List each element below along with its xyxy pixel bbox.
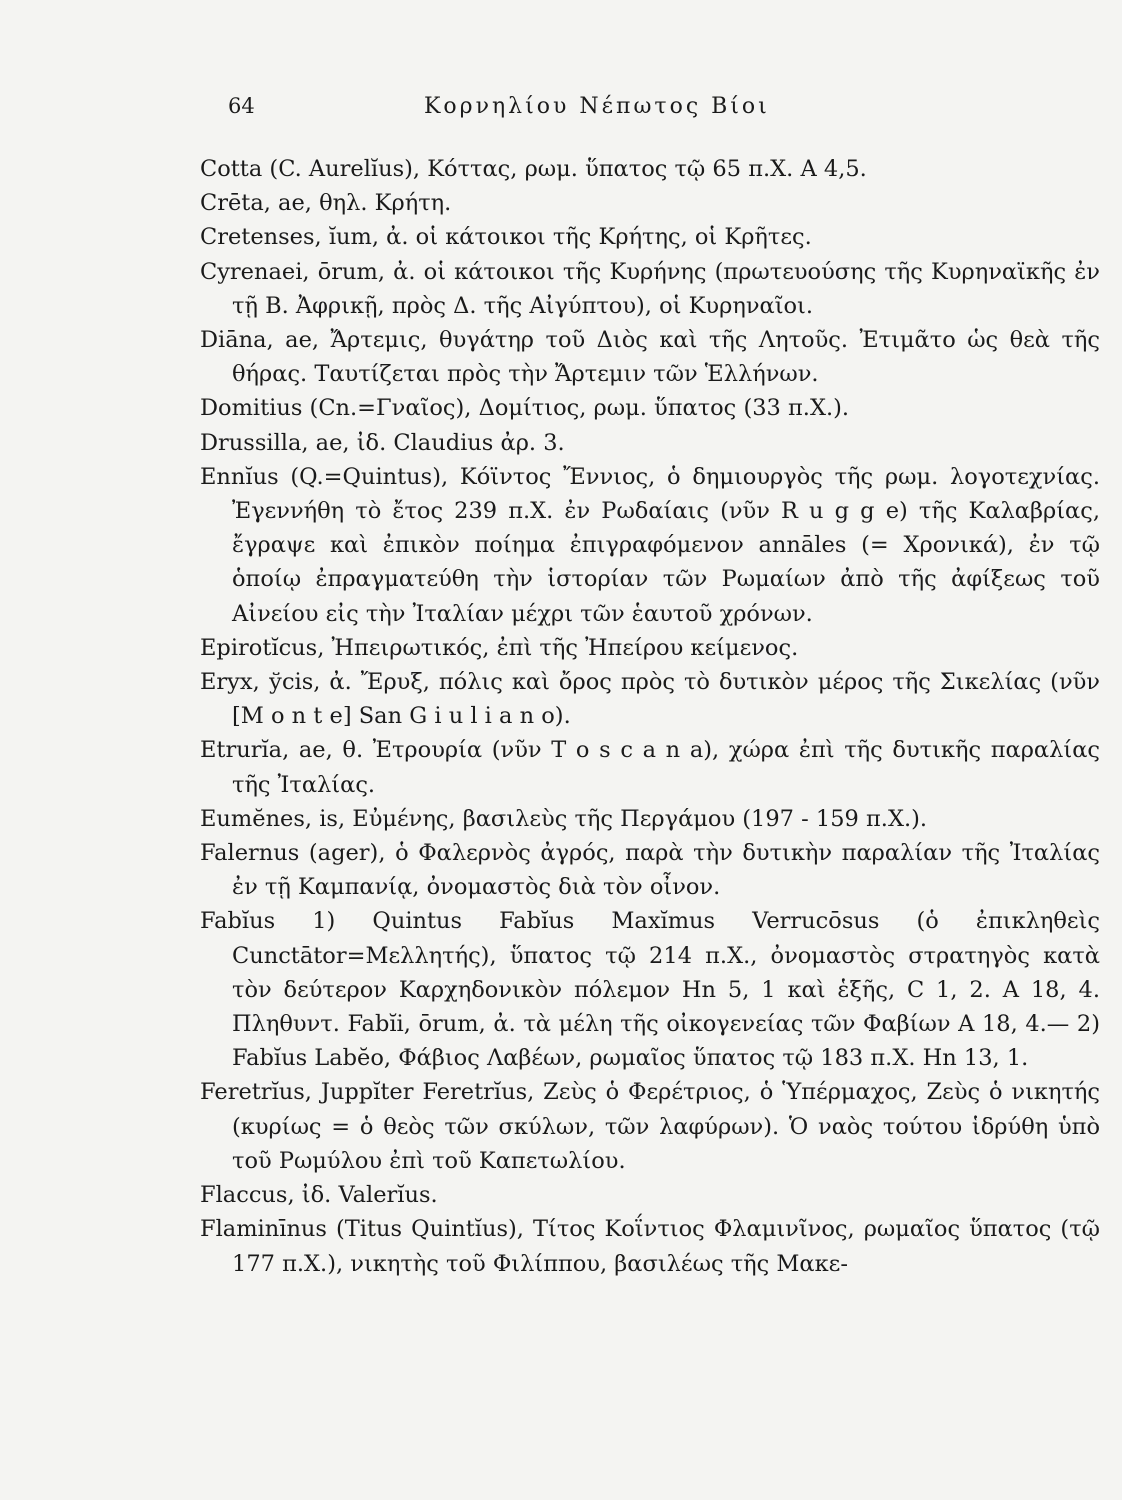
- entry-drussilla: Drussilla, ae, ἰδ. Claudius ἀρ. 3.: [200, 429, 565, 456]
- entry-eryx: Eryx, ўcis, ἀ. Ἔρυξ, πόλις καὶ ὄρος πρὸς τὸ δυτικὸν μέρος τῆς Σικελίας (νῦν [M o n t e] San G i u l i a n o).: [200, 669, 1100, 730]
- glossary-entries: [200, 152, 1100, 1281]
- entry-feretrius: Feretrĭus, Juppĭter Feretrĭus, Ζεὺς ὁ Φερέτριος, ὁ Ὑπέρμαχος, Ζεὺς ὁ νικητής (κυρίως = ὁ θεὸς τῶν σκύλων, τῶν λαφύρων). Ὁ ναὸς τούτου ἱδρύθη ὑπὸ τοῦ Ρωμύλου ἐπὶ τοῦ Καπετωλίου.: [200, 1079, 1100, 1174]
- entry-creta: Crēta, ae, θηλ. Κρήτη.: [200, 190, 452, 217]
- entry-cotta: Cotta (C. Aurelĭus), Κόττας, ρωμ. ὕπατος τῷ 65 π.Χ. A 4,5.: [200, 156, 867, 182]
- entry-cyrenaei: Cyrenaei, ōrum, ἀ. οἱ κάτοικοι τῆς Κυρήνης (πρωτευούσης τῆς Κυρηναϊκῆς ἐν τῇ Β. Ἀφρικῇ, πρὸς Δ. τῆς Αἰγύπτου), οἱ Κυρηναῖοι.: [200, 258, 1100, 319]
- entry-diana: Diāna, ae, Ἄρτεμις, θυγάτηρ τοῦ Διὸς καὶ τῆς Λητοῦς. Ἐτιμᾶτο ὡς θεὰ τῆς θήρας. Ταυτίζεται πρὸς τὴν Ἄρτεμιν τῶν Ἑλλήνων.: [200, 327, 1100, 388]
- page-header: [228, 94, 1028, 130]
- entry-epiroticus: Epirotĭcus, Ἠπειρωτικός, ἐπὶ τῆς Ἠπείρου κείμενος.: [200, 634, 799, 661]
- entry-etruria: Etrurĭa, ae, θ. Ἐτρουρία (νῦν T o s c a n a), χώρα ἐπὶ τῆς δυτικῆς παραλίας τῆς Ἰταλίας.: [200, 737, 1100, 798]
- entry-cretenses: Cretenses, ĭum, ἀ. οἱ κάτοικοι τῆς Κρήτης, οἱ Κρῆτες.: [200, 224, 812, 251]
- entry-flaccus: Flaccus, ἰδ. Valerĭus.: [200, 1182, 438, 1209]
- entry-fabius: Fabĭus 1) Quintus Fabĭus Maxĭmus Verrucōsus (ὁ ἐπικληθεὶς Cunctātor=Μελλητής), ὕπατος τῷ 214 π.Χ., ὀνομαστὸς στρατηγὸς κατὰ τὸν δεύτερον Καρχηδονικὸν πόλεμον Hn 5, 1 καὶ ἑξῆς, C 1, 2. A 18, 4. Πληθυντ. Fabĭi, ōrum, ἀ. τὰ μέλη τῆς οἰκογενείας τῶν Φαβίων A 18, 4.— 2) Fabĭus Labĕo, Φάβιος Λαβέων, ρωμαῖος ὕπατος τῷ 183 π.Χ. Hn 13, 1.: [200, 908, 1100, 1072]
- running-head: Κορνηλίου Νέπωτος Βίοι: [424, 94, 770, 119]
- entry-eumenes: Eumĕnes, is, Εὐμένης, βασιλεὺς τῆς Περγάμου (197 - 159 π.Χ.).: [200, 805, 928, 832]
- entry-ennius: Ennĭus (Q.=Quintus), Κόϊντος Ἔννιος, ὁ δημιουργὸς τῆς ρωμ. λογοτεχνίας. Ἐγεννήθη τὸ ἔτος 239 π.Χ. ἐν Ρωδαίαις (νῦν R u g g e) τῆς Καλαβρίας, ἔγραψε καὶ ἐπικὸν ποίημα ἐπιγραφόμενον annāles (= Χρονικά), ἐν τῷ ὁποίῳ ἐπραγματεύθη τὴν ἱστορίαν τῶν Ρωμαίων ἀπὸ τῆς ἀφίξεως τοῦ Αἰνείου εἰς τὴν Ἰταλίαν μέχρι τῶν ἑαυτοῦ χρόνων.: [200, 463, 1100, 627]
- entry-falernus: Falernus (ager), ὁ Φαλερνὸς ἀγρός, παρὰ τὴν δυτικὴν παραλίαν τῆς Ἰταλίας ἐν τῇ Καμπανίᾳ, ὀνομαστὸς διὰ τὸν οἶνον.: [200, 840, 1100, 901]
- entry-flamininus: Flaminīnus (Titus Quintĭus), Τίτος Κοΐντιος Φλαμινῖνος, ρωμαῖος ὕπατος (τῷ 177 π.Χ.), νικητὴς τοῦ Φιλίππου, βασιλέως τῆς Μακε-: [200, 1216, 1100, 1277]
- page-number: 64: [228, 94, 255, 118]
- entry-domitius: Domitius (Cn.=Γναῖος), Δομίτιος, ρωμ. ὕπατος (33 π.Χ.).: [200, 395, 850, 422]
